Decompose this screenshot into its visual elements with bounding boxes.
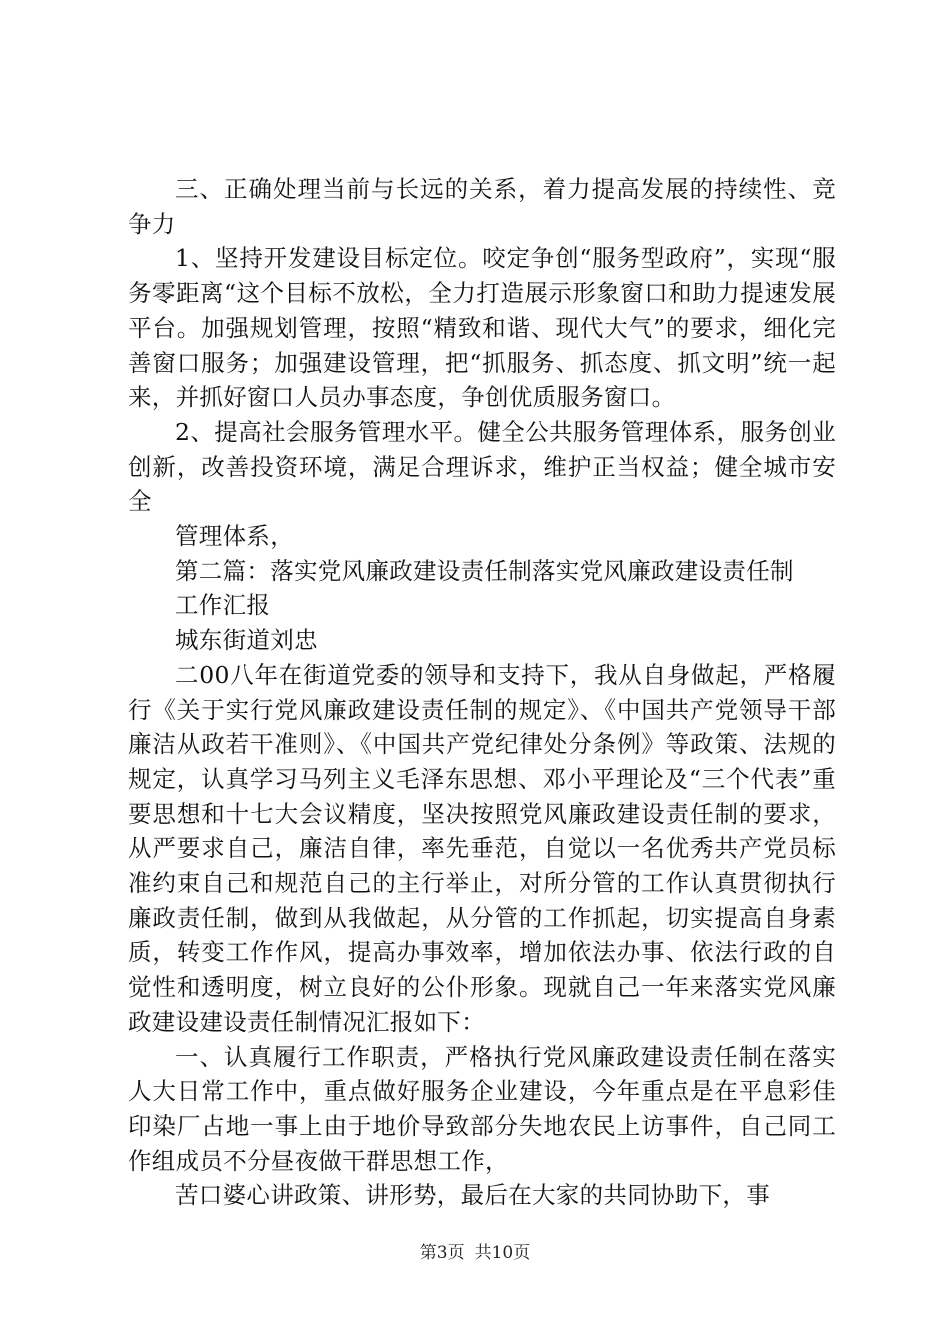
page-total: 共10页 — [474, 1243, 531, 1263]
paragraph-continuation: 苦口婆心讲政策、讲形势，最后在大家的共同协助下，事 — [175, 1181, 770, 1210]
paragraph-work-report: 工作汇报 — [175, 591, 271, 620]
page-footer — [0, 1242, 950, 1264]
paragraph-author: 城东街道刘忠 — [175, 626, 318, 655]
page-number: 第3页 — [419, 1243, 465, 1263]
paragraph-part-two-title: 第二篇：落实党风廉政建设责任制落实党风廉政建设责任制 — [175, 556, 794, 585]
paragraph-item-one: 1、坚持开发建设目标定位。咬定争创“服务型政府”，实现“服务零距离“这个目标不放松，全力打造展示形象窗口和助力提速发展平台。加强规划管理，按照“精致和谐、现代大气”的要求，细化完善窗口服务；加强建设管理，把“抓服务、抓态度、抓文明”统一起来，并抓好窗口人员办事态度，争创优质服务窗口。 — [128, 244, 836, 412]
paragraph-section-three-heading: 三、正确处理当前与长远的关系，着力提高发展的持续性、竞争力 — [128, 175, 836, 238]
paragraph-management-system: 管理体系， — [175, 522, 294, 551]
paragraph-report-intro: 二00八年在街道党委的领导和支持下，我从自身做起，严格履行《关于实行党风廉政建设责任制的规定》、《中国共产党领导干部廉洁从政若干准则》、《中国共产党纪律处分条例》等政策、法规的规定，认真学习马列主义毛泽东思想、邓小平理论及“三个代表”重要思想和十七大会议精度，坚决按照党风廉政建设责任制的要求，从严要求自己，廉洁自律，率先垂范，自觉以一名优秀共产党员标准约束自己和规范自己的主行举止，对所分管的工作认真贯彻执行廉政责任制，做到从我做起，从分管的工作抓起，切实提高自身素质，转变工作作风，提高办事效率，增加依法办事、依法行政的自觉性和透明度，树立良好的公仆形象。现就自己一年来落实党风廉政建设建设责任制情况汇报如下： — [128, 660, 836, 1036]
document-body — [128, 172, 836, 1213]
paragraph-section-one: 一、认真履行工作职责，严格执行党风廉政建设责任制在落实人大日常工作中，重点做好服务企业建设，今年重点是在平息彩佳印染厂占地一事上由于地价导致部分失地农民上访事件，自己同工作组成员不分昼夜做干群思想工作， — [128, 1042, 836, 1175]
paragraph-item-two: 2、提高社会服务管理水平。健全公共服务管理体系，服务创业创新，改善投资环境，满足合理诉求，维护正当权益；健全城市安全 — [128, 417, 836, 516]
